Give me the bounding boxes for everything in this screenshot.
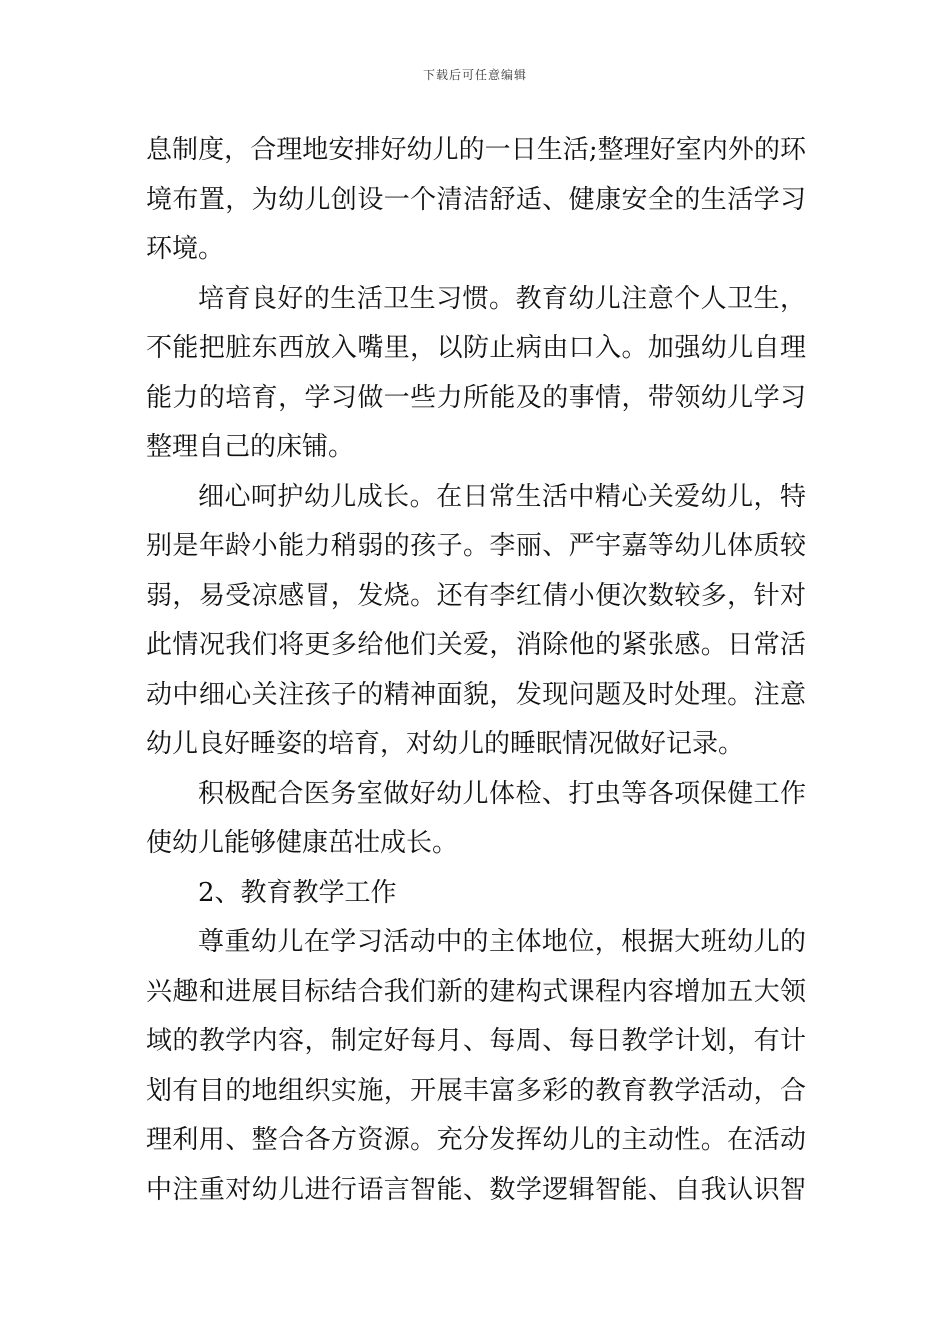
paragraph-first-line: 细心呵护幼儿成长。在日常生活中精心关爱幼儿，特: [198, 481, 806, 512]
text-line: 幼儿良好睡姿的培育，对幼儿的睡眠情况做好记录。: [146, 729, 745, 759]
paragraph-first-line: 尊重幼儿在学习活动中的主体地位，根据大班幼儿的: [198, 927, 806, 957]
text-line: 理利用、整合各方资源。充分发挥幼儿的主动性。在活动: [146, 1125, 806, 1155]
text-line: 境布置，为幼儿创设一个清洁舒适、健康安全的生活学习: [146, 184, 806, 215]
text-line: 别是年龄小能力稍弱的孩子。李丽、严宇嘉等幼儿体质较: [146, 531, 806, 561]
text-line: 中注重对幼儿进行语言智能、数学逻辑智能、自我认识智: [146, 1174, 806, 1205]
text-line: 能力的培育，学习做一些力所能及的事情，带领幼儿学习: [146, 382, 806, 413]
paragraph-first-line: 积极配合医务室做好幼儿体检、打虫等各项保健工作: [198, 778, 806, 809]
text-line: 弱，易受凉感冒，发烧。还有李红倩小便次数较多，针对: [146, 580, 806, 611]
text-line: 息制度，合理地安排好幼儿的一日生活;整理好室内外的环: [146, 135, 806, 165]
text-line: 使幼儿能够健康茁壮成长。: [146, 828, 459, 858]
text-line: 不能把脏东西放入嘴里，以防止病由口入。加强幼儿自理: [146, 333, 806, 363]
section-heading: 2、教育教学工作: [198, 877, 397, 908]
text-line: 动中细心关注孩子的精神面貌，发现问题及时处理。注意: [146, 679, 806, 710]
document-body: [146, 126, 806, 1215]
text-line: 域的教学内容，制定好每月、每周、每日教学计划，有计: [146, 1026, 806, 1056]
download-note: 下载后可任意编辑: [422, 68, 527, 82]
text-line: 兴趣和进展目标结合我们新的建构式课程内容增加五大领: [146, 976, 806, 1007]
text-line: 环境。: [146, 234, 225, 264]
paragraph-first-line: 培育良好的生活卫生习惯。教育幼儿注意个人卫生，: [198, 283, 806, 314]
text-line: 整理自己的床铺。: [146, 432, 355, 462]
text-line: 划有目的地组织实施，开展丰富多彩的教育教学活动，合: [146, 1075, 806, 1106]
text-line: 此情况我们将更多给他们关爱，消除他的紧张感。日常活: [146, 630, 806, 660]
